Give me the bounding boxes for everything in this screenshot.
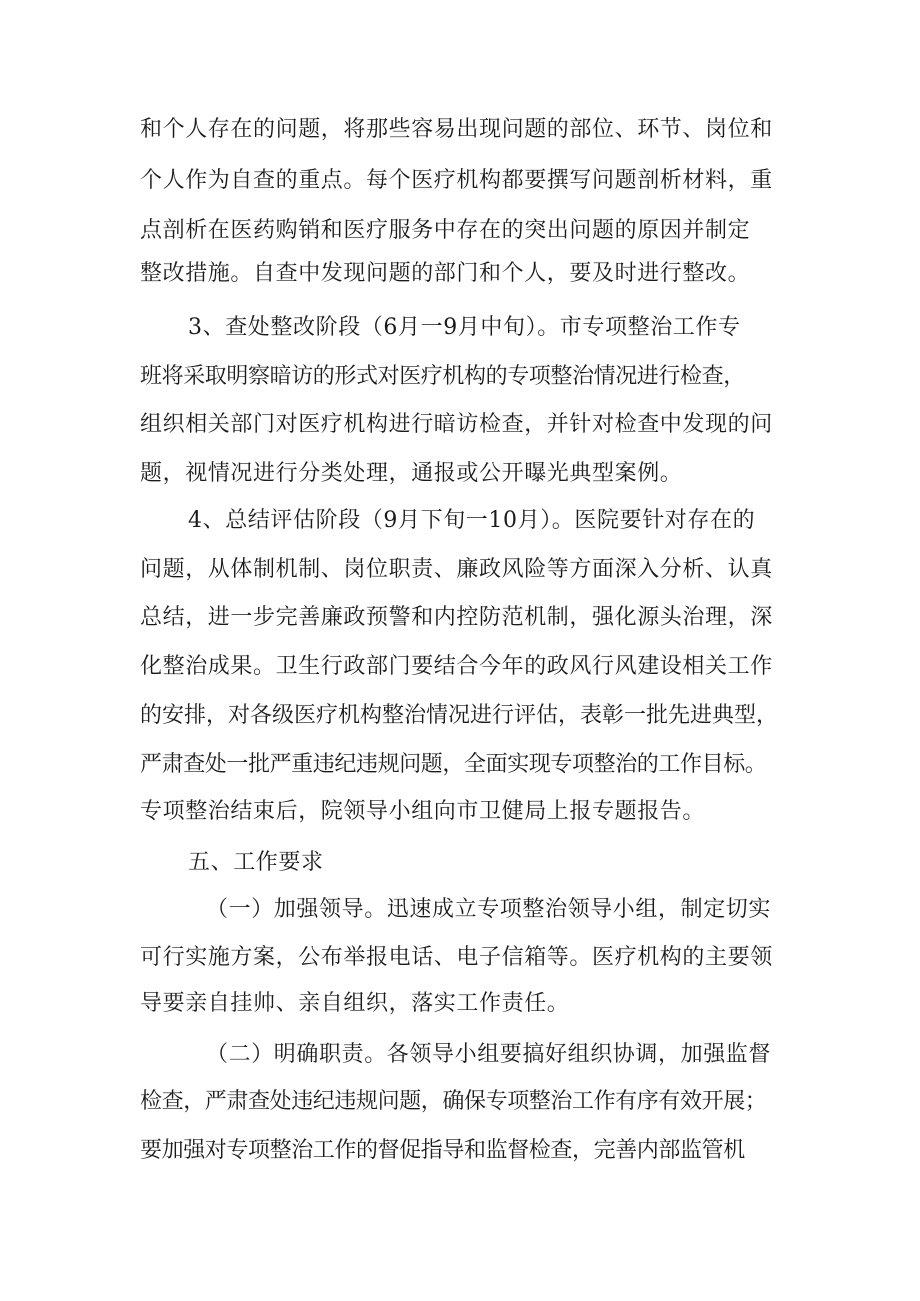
text-line: 化整治成果。卫生行政部门要结合今年的政风行风建设相关工作 — [140, 654, 773, 679]
text-line: 严肃查处一批严重违纪违规问题，全面实现专项整治的工作目标。 — [140, 752, 767, 777]
text-line: 的安排，对各级医疗机构整治情况进行评估，表彰一批先进典型， — [140, 703, 779, 728]
text-line: 问题，从体制机制、岗位职责、廉政风险等方面深入分析、认真 — [140, 557, 773, 582]
text-line: 要加强对专项整治工作的督促指导和监督检查，完善内部监管机 — [140, 1138, 745, 1163]
text-line: （二）明确职责。各领导小组要搞好组织协调，加强监督 — [206, 1042, 772, 1067]
text-line: （一）加强领导。迅速成立专项整治领导小组，制定切实 — [206, 897, 772, 922]
text-line: 总结，进一步完善廉政预警和内控防范机制，强化源头治理，深 — [140, 605, 773, 630]
text-line: 个人作为自查的重点。每个医疗机构都要撰写问题剖析材料，重 — [140, 168, 773, 193]
text-line: 导要亲自挂帅、亲自组织，落实工作责任。 — [140, 991, 570, 1016]
text-line: 班将采取明察暗访的形式对医疗机构的专项整治情况进行检查， — [140, 364, 745, 389]
section-heading: 五、工作要求 — [188, 850, 324, 875]
text-line: 整改措施。自查中发现问题的部门和个人，要及时进行整改。 — [140, 261, 751, 286]
text-line: 和个人存在的问题，将那些容易出现问题的部位、环节、岗位和 — [140, 117, 773, 142]
text-line: 题，视情况进行分类处理，通报或公开曝光典型案例。 — [140, 461, 683, 486]
text-line: 可行实施方案，公布举报电话、电子信箱等。医疗机构的主要领 — [140, 945, 773, 970]
text-line: 3、查处整改阶段（6月一9月中旬）。市专项整治工作专 — [188, 315, 741, 340]
text-line: 检查，严肃查处违纪违规问题，确保专项整治工作有序有效开展； — [140, 1089, 767, 1114]
text-line: 组织相关部门对医疗机构进行暗访检查，并针对检查中发现的问 — [140, 412, 773, 437]
text-line: 4、总结评估阶段（9月下旬一10月）。医院要针对存在的 — [188, 508, 756, 533]
text-line: 专项整治结束后，院领导小组向市卫健局上报专题报告。 — [140, 799, 706, 824]
text-line: 点剖析在医药购销和医疗服务中存在的突出问题的原因并制定 — [140, 218, 751, 243]
